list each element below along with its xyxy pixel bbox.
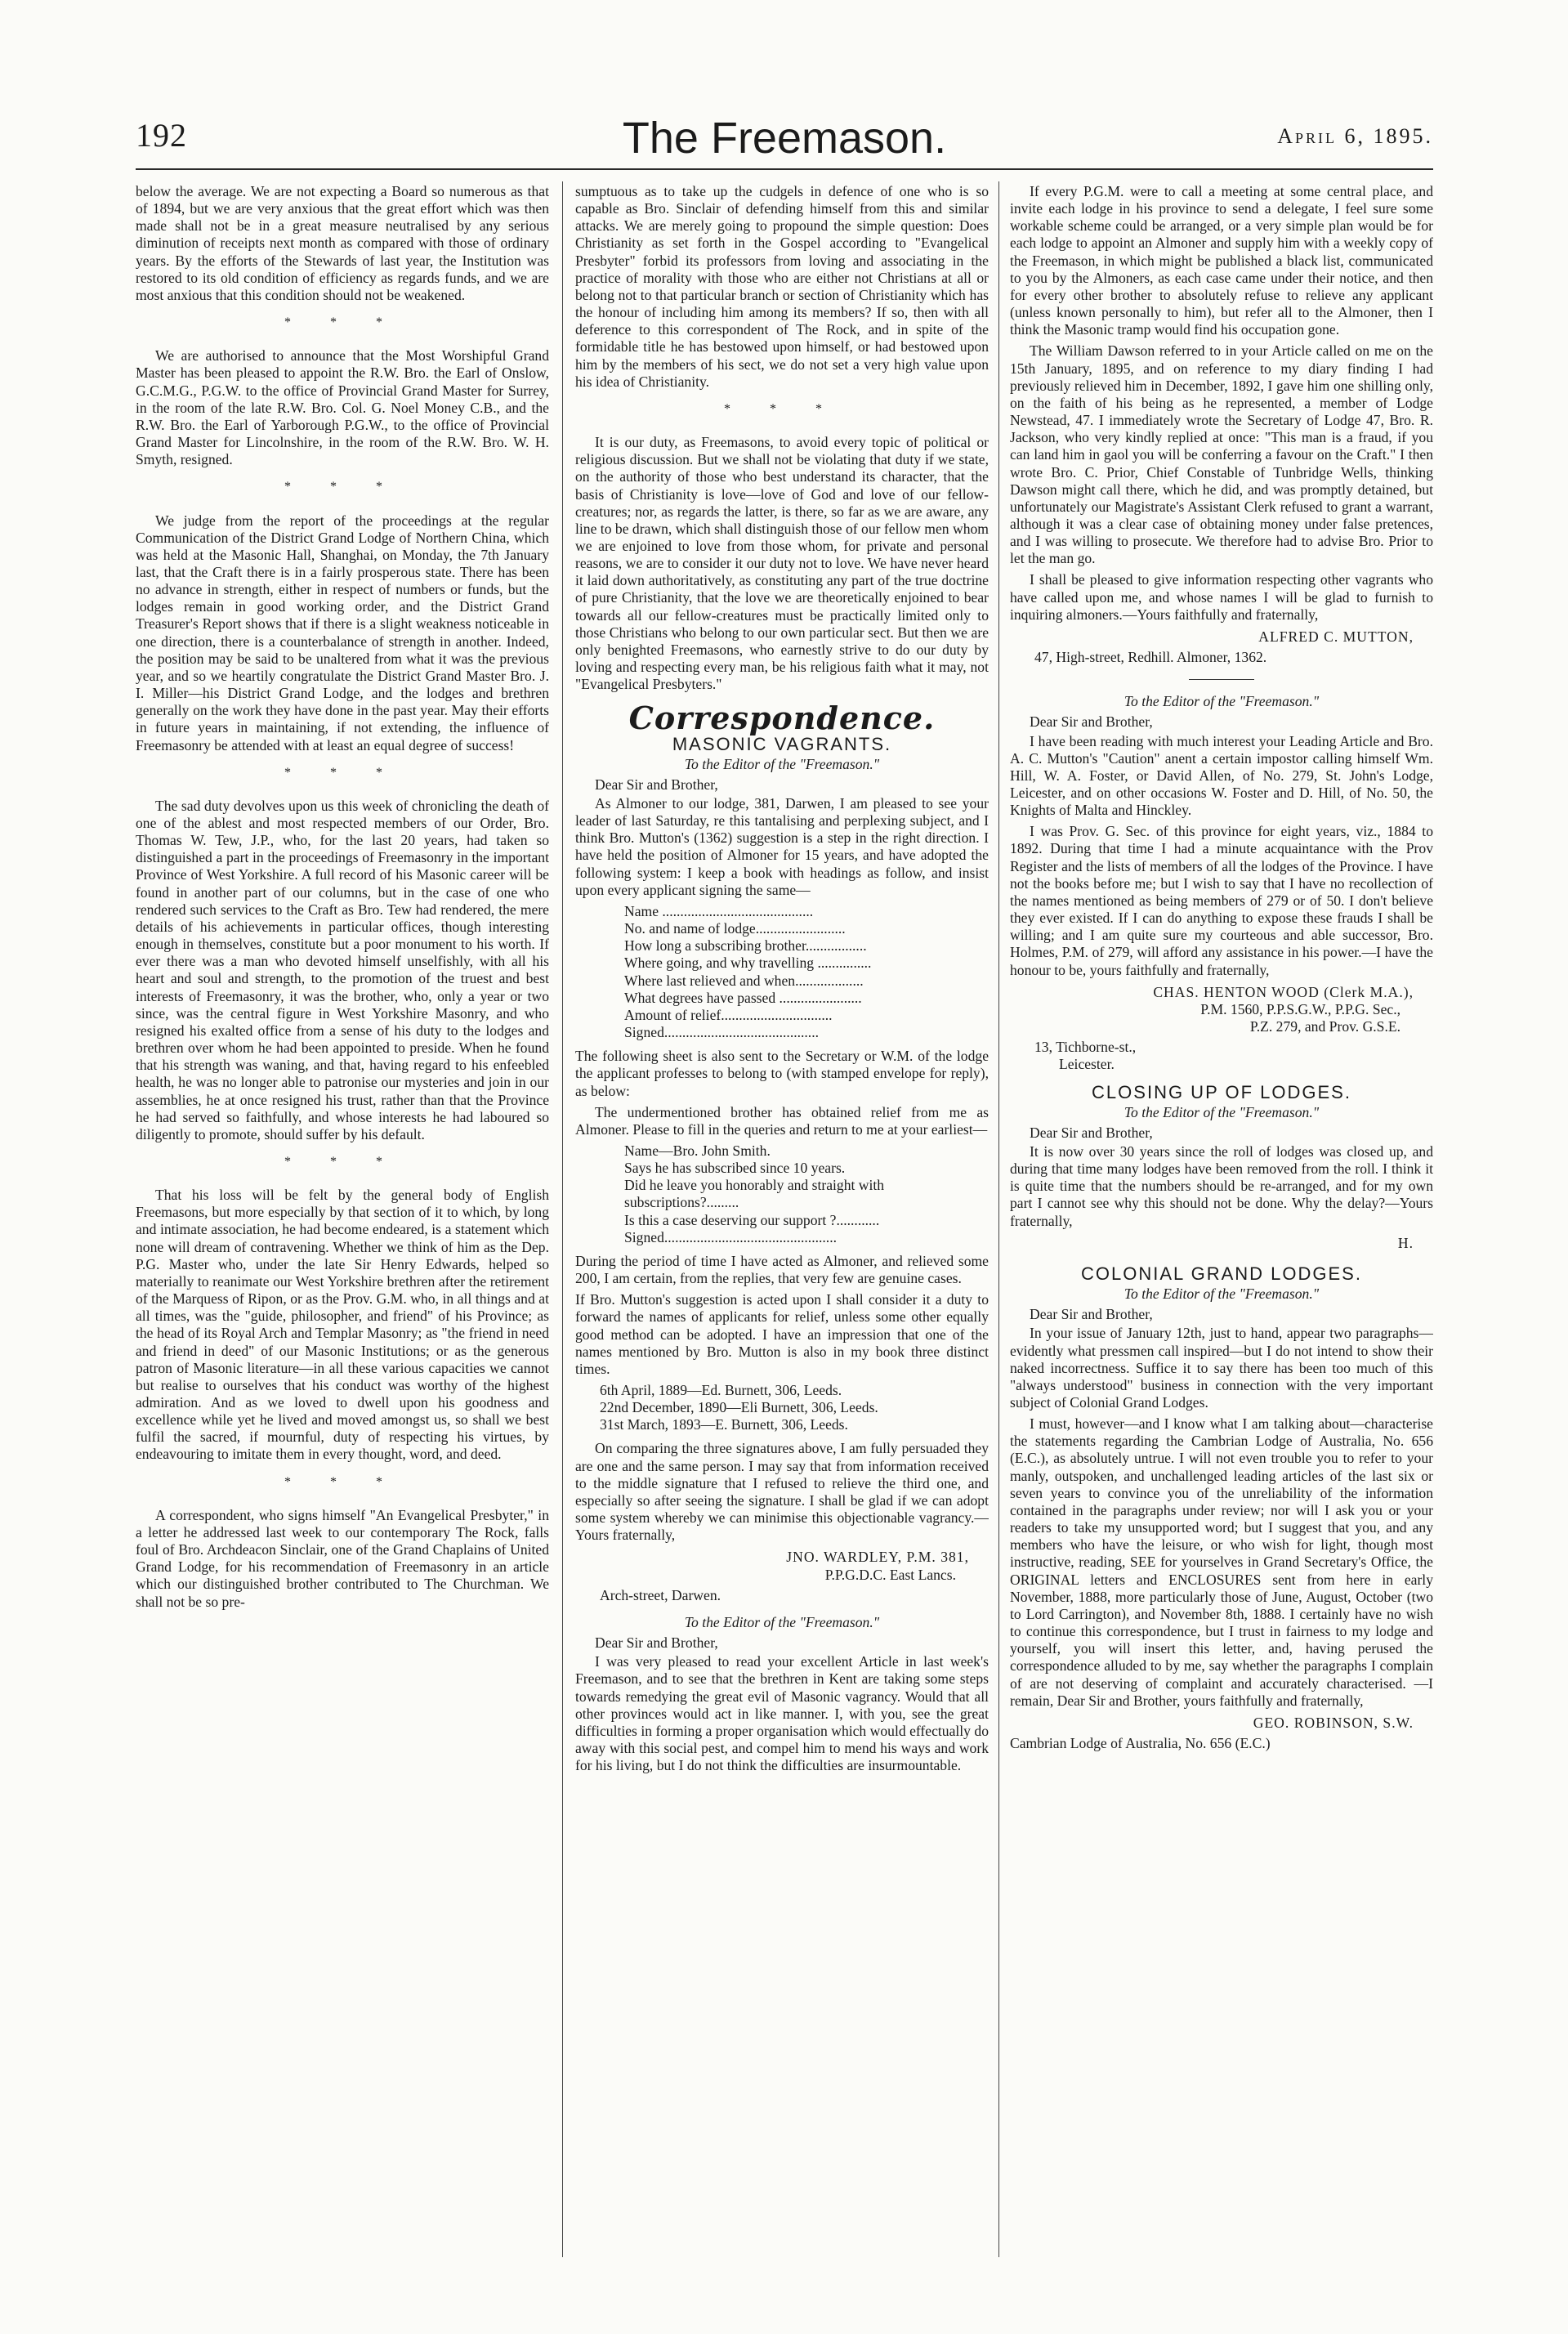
sender-address: 13, Tichborne-st., — [1034, 1039, 1137, 1056]
sender-address: Arch-street, Darwen. — [600, 1586, 721, 1603]
letter-addressee: To the Editor of the "Freemason." — [1124, 1285, 1320, 1303]
form-line: Says he has subscribed since 10 years. — [624, 1160, 846, 1177]
paragraph: I was Prov. G. Sec. of this province for eight years, viz., 1884 to 1892. During that time I had a minute acquaintance with the Prov Register and the lists of members of all the lodges of the Province. I have not the books before me; but I wish to say that I have no recollection of the names mentioned as being members of 279 or of 50. I don't believe they ever existed. If I can do anything to expose these frauds I shall be willing; and I am quite sure my courteous and able successor, Bro. Holmes, P.M. of 279, will afford any assistance in his power.—I have the honour to be, yours faithfully and fraternally, — [1010, 823, 1433, 978]
form-line: Where going, and why travelling ............... — [624, 955, 872, 972]
paragraph: On comparing the three signatures above, I am fully persuaded they are one and the same person. I may say that from information received to the middle signature that I refused to relieve the third one, and especially so after seeing the signature. I shall be glad if we can adopt some system whereby we can minimise this objectionable vagrancy.—Yours fraternally, — [575, 1440, 989, 1544]
paragraph: I shall be pleased to give information respecting other vagrants who have called upon me, and whose names I will be glad to furnish to inquiring almoners.—Yours faithfully and fraternally, — [1010, 571, 1433, 623]
signature: JNO. WARDLEY, P.M. 381, — [786, 1549, 969, 1566]
letter-title: MASONIC VAGRANTS. — [672, 733, 892, 754]
paragraph: It is our duty, as Freemasons, to avoid every topic of political or religious discussion. But we shall not be violating that duty if we state, on the authority of those who best understand its character, that the basis of Christianity is love—love of God and love of our fellow-creatures; nor, as regards the latter, is there, so far as we are aware, any line to be drawn, which shall distinguish those of our fellow men whom we are enjoined to love from those whom, for private and personal reasons, we are to consider it our duty not to love. We have never heard it laid down authoritatively, as constituting any part of the true doctrine of pure Christianity, that the love we are theoretically enjoined to bear towards all our fellow-creatures must be practically limited only to those Christians who belong to our own particular sect. But then we are only benighted Freemasons, who earnestly strive to do our duty by loving and respecting every man, be his religious faith what it may, not "Evangelical Presbyters." — [575, 434, 989, 693]
masthead-title: The Freemason. — [622, 114, 947, 163]
signature-title: P.M. 1560, P.P.S.G.W., P.P.G. Sec., — [1200, 1000, 1400, 1017]
paragraph: The William Dawson referred to in your Article called on me on the 15th January, 1895, and on reference to my diary finding I had previously relieved him in December, 1892, I gave him one shilling only, on the faith of his being as he represented, a member of Lodge Newstead, 47. I immediately wrote the Secretary of Lodge 47, Bro. R. Jackson, who very kindly replied at once: "This man is a fraud, if you can land him in gaol you will be conferring a favour on the Craft." I then wrote Bro. C. Prior, Chief Constable of Tunbridge Wells, thinking Dawson might call there, which he did, and was promptly detained, but unfortunately our Magistrate's Assistant Clerk refused to grant a warrant, although it was a clear case of obtaining money under false pretences, and I was willing to prosecute. We therefore had to advise Bro. Prior to let the man go. — [1010, 342, 1433, 567]
form-line: Signed................................................ — [624, 1228, 837, 1245]
paragraph: If Bro. Mutton's suggestion is acted upon I shall consider it a duty to forward the names of applicants for relief, unless some other equally good method can be adopted. I have an impression that one of the names mentioned by Bro. Mutton is also in my book three distinct times. — [575, 1291, 989, 1377]
section-stars: * * * — [284, 1154, 400, 1169]
letter-salutation: Dear Sir and Brother, — [595, 1634, 718, 1652]
separator-rule — [1189, 679, 1254, 680]
letter-addressee: To the Editor of the "Freemason." — [684, 1613, 880, 1630]
letter-salutation: Dear Sir and Brother, — [595, 776, 718, 793]
form-line: subscriptions?......... — [624, 1194, 739, 1211]
form-line: Is this a case deserving our support ?............ — [624, 1211, 880, 1228]
paragraph: It is now over 30 years since the roll of lodges was closed up, and during that time many lodges have been removed from the roll. I think it is quite time that the numbers should be re-arranged, and for my own part I cannot see why this should not be done. Why the delay?—Yours fraternally, — [1010, 1142, 1433, 1229]
date-line: 22nd December, 1890—Eli Burnett, 306, Leeds. — [600, 1399, 878, 1416]
section-stars: * * * — [284, 480, 400, 494]
paragraph: sumptuous as to take up the cudgels in defence of one who is so capable as Bro. Sinclair of defending himself from this and similar attacks. We are merely going to propound the simple question: Does Christianity as set forth in the Gospel according to "Evangelical Presbyter" forbid its professors from loving and associating in the practice of morality with those who are either not Christians at all or belong not to that particular branch or section of Christianity which has the honour of including him among its members? If so, then with all deference to this correspondent of The Rock, and in spite of the formidable title he has bestowed upon himself, or had bestowed upon him by the members of his sect, we do not set a very high value upon his idea of Christianity. — [575, 183, 989, 390]
form-line: Did he leave you honorably and straight with — [624, 1177, 885, 1194]
paragraph: I must, however—and I know what I am talking about—characterise the statements regarding the Cambrian Lodge of Australia, No. 656 (E.C.), as absolutely untrue. I will not even trouble you to refer to your manly, outspoken, and unchallenged leading articles of the last six or seven years to convince you of the unreliability of the information contained in the paragraphs under review; nor will I ask you or your readers to take my unsupported word; but I suggest that you, and any members who have the leisure, or who wish for light, though most instructive, reading, SEE for yourselves in Grand Secretary's Office, the ORIGINAL letters and ENCLOSURES sent from here in early November, 1888, more particularly those of June, August, October (two to Lord Carrington), and November 8th, 1888. I certainly have no wish to continue this correspondence, but I trust in fairness to my lodge and yourself, you will insert this letter, and, having perused the correspondence alluded to by me, say whether the paragraphs I complain of are not deserving of complaint and accurately characterised. —I remain, Dear Sir and Brother, yours faithfully and fraternally, — [1010, 1415, 1433, 1709]
letter-addressee: To the Editor of the "Freemason." — [684, 755, 880, 772]
signature-title: P.Z. 279, and Prov. G.S.E. — [1249, 1018, 1400, 1035]
correspondence-heading: Correspondence. — [628, 700, 936, 737]
paragraph: I was very pleased to read your excellent Article in last week's Freemason, and to see that the brethren in Kent are taking some steps towards remedying the great evil of Masonic vagrancy. Would that all other provinces would act in like manner. I, with you, see the great difficulties in forming a proper organisation which would effectually do away with this social pest, and compel him to mend his ways and work for his living, but I do not think the difficulties are insurmountable. — [575, 1653, 989, 1774]
header-rule — [136, 168, 1433, 170]
paragraph: below the average. We are not expecting a Board so numerous as that of 1894, but we are very anxious that the great effort which was then made shall not be in a great measure neutralised by any serious diminution of receipts next month as compared with those of ordinary years. By the efforts of the Stewards of last year, the Institution was restored to its old condition of efficiency as regards funds, and we are most anxious that this condition should not be weakened. — [136, 183, 549, 303]
section-stars: * * * — [284, 315, 400, 330]
date-list — [575, 1382, 989, 1433]
column-1 — [136, 183, 549, 2275]
form-list — [575, 903, 989, 1041]
column-3 — [1010, 183, 1433, 2275]
paragraph: If every P.G.M. were to call a meeting at some central place, and invite each lodge in his province to send a delegate, I feel sure some workable scheme could be arranged, or a very simple plan would be for each lodge to appoint an Almoner and supply him with a weekly copy of the Freemason, in which might be published a black list, communicated to you by the Almoners, as each case came under their notice, and then for every other brother to absolutely refuse to relieve any applicant (unless known personally to him), but refer all to the Almoner, then I think the Masonic tramp would find his occupation gone. — [1010, 183, 1433, 338]
signature: H. — [1397, 1234, 1414, 1251]
form-line: What degrees have passed ....................... — [624, 989, 862, 1006]
form-line: Name—Bro. John Smith. — [624, 1142, 771, 1159]
letter-title: COLONIAL GRAND LODGES. — [1081, 1263, 1362, 1284]
form-line: Signed........................................... — [624, 1024, 820, 1041]
page-header — [136, 113, 1433, 163]
paragraph: We judge from the report of the proceedings at the regular Communication of the District Grand Lodge of Northern China, which was held at the Masonic Hall, Shanghai, on Monday, the 7th January last, that the Craft there is in a fairly prosperous state. There has been no advance in strength, either in respect of numbers or funds, but the lodges remain in good working order, and the District Grand Treasurer's Report shows that if there is a slight weakness noticeable in one direction, there is a counterbalance of strength in another. Indeed, the position may be said to be unaltered from what it was the previous year, and so we heartily congratulate the District Grand Master Bro. J. I. Miller—his District Grand Lodge, and the lodges and brethren generally on the work they have done in the past year. May their efforts in future years in maintaining, if not extending, the influence of Freemasonry be attended with at least an equal degree of success! — [136, 512, 549, 753]
form-line: Where last relieved and when................... — [624, 972, 864, 989]
sender-address: Leicester. — [1059, 1056, 1115, 1073]
section-stars: * * * — [284, 765, 400, 780]
column-divider — [998, 181, 999, 2257]
paragraph: The following sheet is also sent to the Secretary or W.M. of the lodge the applicant professes to belong to (with stamped envelope for reply), as below: — [575, 1048, 989, 1099]
letter-addressee: To the Editor of the "Freemason." — [1124, 693, 1320, 710]
paragraph: The sad duty devolves upon us this week of chronicling the death of one of the ablest and most respected members of our Order, Bro. Thomas W. Tew, J.P., who, for the last 20 years, had taken so distinguished a part in the proceedings of Freemasonry in the important Province of West Yorkshire. A full record of his Masonic career will be found in another part of our columns, but in the case of one who rendered such services to the Craft as Bro. Tew had rendered, the mere details of his achievements in particular offices, though interesting enough in themselves, constitute but a poor monument to his worth. If ever there was a man who devoted himself unselfishly, with all his heart and soul and strength, to the promotion of the truest and best interests of Freemasonry, it was the brother, who, only a year or two since, was the central figure in West Yorkshire Masonry, and who resigned his exalted office from a sense of his duty to the lodges and brethren over whom he had been appointed to preside. When he found that his strength was waning, and that, having regard to his enfeebled health, he was no longer able to patronise our mysteries and join in our assemblies, he at once resigned his trust, rather than that the Province he had served so faithfully, and whose interests he had laboured so diligently to promote, should suffer by his default. — [136, 797, 549, 1142]
date-line: 31st March, 1893—E. Burnett, 306, Leeds. — [600, 1416, 848, 1433]
letter-addressee: To the Editor of the "Freemason." — [1124, 1103, 1320, 1120]
paragraph: We are authorised to announce that the Most Worshipful Grand Master has been pleased to appoint the R.W. Bro. the Earl of Onslow, G.C.M.G., P.G.W. to the office of Provincial Grand Master for Surrey, in the room of the late R.W. Bro. Col. G. Noel Money C.B., and the R.W. Bro. the Earl of Yarborough P.G.W., to the office of Provincial Grand Master for Lincolnshire, in the room of the R.W. Bro. W. H. Smyth, resigned. — [136, 347, 549, 468]
paragraph: A correspondent, who signs himself "An Evangelical Presbyter," in a letter he addressed last week to our contemporary The Rock, falls foul of Bro. Archdeacon Sinclair, one of the Grand Chaplains of United Grand Lodge, for his recommendation of Freemasonry in an article which our distinguished brother contributed to The Churchman. We shall not be so pre- — [136, 1506, 549, 1610]
issue-date: April 6, 1895. — [1277, 124, 1433, 148]
page-number: 192 — [136, 117, 187, 154]
paragraph: In your issue of January 12th, just to hand, appear two paragraphs—evidently what pressmen call inspired—but I do not intend to show their naked incorrectness. Suffice it to say there has been too much of this "always understood" business in connection with the very important subject of Colonial Grand Lodges. — [1010, 1325, 1433, 1411]
letter-salutation: Dear Sir and Brother, — [1030, 1306, 1153, 1323]
sender-address: 47, High-street, Redhill. Almoner, 1362. — [1034, 649, 1267, 666]
paragraph: During the period of time I have acted as Almoner, and relieved some 200, I am certain, from the replies, that very few are genuine cases. — [575, 1252, 989, 1287]
form-line: How long a subscribing brother................. — [624, 937, 867, 955]
column-2 — [575, 183, 989, 2275]
form-line: Name .......................................... — [624, 902, 814, 919]
column-divider — [562, 181, 563, 2257]
date-line: 6th April, 1889—Ed. Burnett, 306, Leeds. — [600, 1382, 842, 1398]
signature-title: P.P.G.D.C. East Lancs. — [824, 1566, 956, 1583]
paragraph: That his loss will be felt by the general body of English Freemasons, but more especially by that section of it to which, by long and intimate association, he had become endeared, is a statement which none will dream of contravening. Whether we think of him as the Dep. P.G. Master who, under the late Sir Henry Edwards, helped so materially to reanimate our West Yorkshire brethren after the retirement of the Marquess of Ripon, or as the Prov. G.M. who, in all things and at all times, was the "guide, philosopher, and friend" of his Province; as the head of its Royal Arch and Templar Masonry; as "the friend in need and friend in deed" of our Masonic Institutions; or as the generous patron of Masonic literature—in all these various capacities we cannot but realise to ourselves that his conduct was worthy of the highest admiration. And as we loved to dwell upon his goodness and excellence while yet he lived and moved amongst us, so shall we best fulfil the sacred, if mournful, duty of respecting his virtues, by endeavouring to imitate them in every thought, word, and deed. — [136, 1187, 549, 1463]
paragraph: As Almoner to our lodge, 381, Darwen, I am pleased to see your leader of last Saturday, re this tantalising and perplexing subject, and I think Bro. Mutton's (1362) suggestion is a step in the right direction. I have held the position of Almoner for 15 years, and have adopted the following system: I keep a book with headings as follow, and insist upon every applicant signing the same— — [575, 795, 989, 898]
section-stars: * * * — [284, 1474, 400, 1489]
letter-title: CLOSING UP OF LODGES. — [1092, 1081, 1351, 1102]
signature: CHAS. HENTON WOOD (Clerk M.A.), — [1153, 983, 1414, 1000]
form-list — [575, 1142, 989, 1246]
signature: ALFRED C. MUTTON, — [1258, 628, 1414, 645]
paragraph: I have been reading with much interest your Leading Article and Bro. A. C. Mutton's "Caution" anent a certain impostor calling himself Wm. Hill, W. A. Foster, or David Allen, of No. 279, St. John's Lodge, Leicester, and on other occasions W. Foster and D. Hill, of No. 50, the Knights of Malta and Hinckley. — [1010, 732, 1433, 819]
sender-address: Cambrian Lodge of Australia, No. 656 (E.C.) — [1010, 1734, 1271, 1751]
signature: GEO. ROBINSON, S.W. — [1253, 1714, 1414, 1731]
letter-salutation: Dear Sir and Brother, — [1030, 713, 1153, 731]
form-line: Amount of relief............................... — [624, 1006, 833, 1023]
paragraph: The undermentioned brother has obtained relief from me as Almoner. Please to fill in the queries and return to me at your earliest— — [575, 1103, 989, 1138]
form-line: No. and name of lodge......................... — [624, 920, 846, 937]
section-stars: * * * — [724, 401, 840, 416]
letter-salutation: Dear Sir and Brother, — [1030, 1124, 1153, 1141]
